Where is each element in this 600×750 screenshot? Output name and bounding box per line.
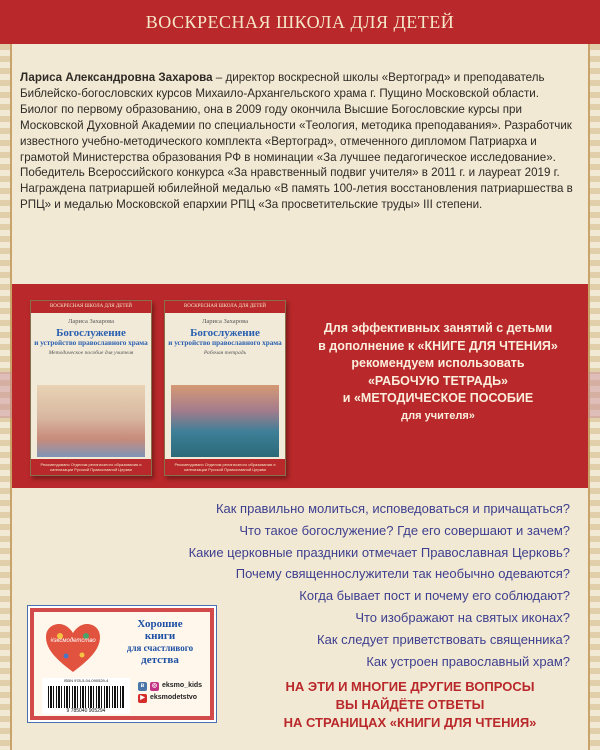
book-kind: Рабочая тетрадь <box>203 350 247 356</box>
kids-hashtag: #эксмодетство <box>50 638 96 644</box>
promo-line: и «МЕТОДИЧЕСКОЕ ПОСОБИЕ <box>342 391 534 405</box>
social-handle: eksmo_kids <box>162 682 203 689</box>
question-item: Как устроен православный храм? <box>366 653 570 669</box>
social-handle: eksmodetstvo <box>150 694 198 701</box>
kids-slogan: Хорошие книги для счастливого детства <box>126 618 194 666</box>
cta-line: ВЫ НАЙДЁТЕ ОТВЕТЫ <box>335 697 485 712</box>
promo-line: «РАБОЧУЮ ТЕТРАДЬ» <box>367 373 509 388</box>
question-item: Как правильно молиться, исповедоваться и причащаться? <box>215 501 570 516</box>
book-footer: Рекомендовано Отделом религиозного образования и катехизации Русской Православной Церкви <box>31 459 151 475</box>
youtube-icon: ▶ <box>138 694 147 703</box>
barcode-number: 9 785040 905294 <box>66 708 106 714</box>
book-author: Лариса Захарова <box>67 318 115 325</box>
barcode-icon <box>48 686 124 708</box>
series-header <box>0 0 600 44</box>
promo-line: для учителя» <box>401 409 475 422</box>
closing-call-to-action <box>230 678 590 732</box>
question-item: Когда бывает пост и почему его соблюдают? <box>299 588 570 604</box>
instagram-icon: ◎ <box>151 682 158 689</box>
book-footer: Рекомендовано Отделом религиозного образования и катехизации Русской Православной Церкви <box>165 459 285 475</box>
book-subtitle: и устройство православного храма <box>34 339 148 347</box>
book-cover-teacher-guide <box>30 300 152 476</box>
question-item: Как следует приветствовать священника? <box>317 631 570 647</box>
heart-icon <box>44 622 102 674</box>
book-cover-workbook <box>164 300 286 476</box>
book-series-label: ВОСКРЕСНАЯ ШКОЛА ДЛЯ ДЕТЕЙ <box>165 301 285 313</box>
author-bio <box>20 70 580 213</box>
cta-line: НА ЭТИ И МНОГИЕ ДРУГИЕ ВОПРОСЫ <box>285 679 535 694</box>
promo-line: рекомендуем использовать <box>351 356 525 370</box>
book-author: Лариса Захарова <box>201 318 249 325</box>
promo-line: в дополнение к «КНИГЕ ДЛЯ ЧТЕНИЯ» <box>318 338 558 353</box>
question-item: Почему священнослужители так необычно одеваются? <box>235 566 570 582</box>
isbn-label: ISBN 978-5-04-090529-4 <box>63 678 109 683</box>
promo-line: Для эффективных занятий с детьми <box>323 321 553 335</box>
book-illustration <box>37 385 145 457</box>
publisher-kids-card <box>30 608 214 720</box>
author-bio-text: – директор воскресной школы «Вертоград» и преподаватель Библейско-богословских курсов Михаило-Архангельского храма г. Пущино Московской области. Биолог по первому образованию, она в 2009 году окончила Высшие Богословские курсы при Московской Духовной Академии по специальности «Теология, методика преподавания». Разработчик известного учебно-методического комплекта «Вертоград», отмеченного дипломом Патриарха и грамотой Министерства образования РФ в номинации «За лучшее педагогическое исследование». Победитель Всероссийского конкурса «За нравственный подвиг учителя» в 2011 г. и лауреат 2019 г. Награждена патриаршей юбилейной медалью «В память 100-летия восстановления патриаршества в РПЦ» и медалью Московской епархии РПЦ «За просветительские труды» III степени. <box>20 71 573 212</box>
series-title: ВОСКРЕСНАЯ ШКОЛА ДЛЯ ДЕТЕЙ <box>145 11 455 32</box>
question-item: Что такое богослужение? Где его совершают и зачем? <box>239 522 570 538</box>
question-item: Какие церковные праздники отмечает Православная Церковь? <box>188 544 570 560</box>
book-subtitle: и устройство православного храма <box>168 339 282 347</box>
social-links <box>138 680 216 704</box>
book-title: Богослужение <box>56 327 126 339</box>
social-row <box>138 680 216 692</box>
social-row <box>138 692 216 704</box>
author-name: Лариса Александровна Захарова <box>20 71 213 84</box>
cta-line: НА СТРАНИЦАХ «КНИГИ ДЛЯ ЧТЕНИЯ» <box>283 715 537 730</box>
vk-icon: в <box>138 682 147 691</box>
book-kind: Методическое пособие для учителя <box>48 350 134 356</box>
book-series-label: ВОСКРЕСНАЯ ШКОЛА ДЛЯ ДЕТЕЙ <box>31 301 151 313</box>
book-illustration <box>171 385 279 457</box>
question-item: Что изображают на святых иконах? <box>355 609 570 625</box>
book-title: Богослужение <box>190 327 260 339</box>
promo-text <box>300 320 576 425</box>
